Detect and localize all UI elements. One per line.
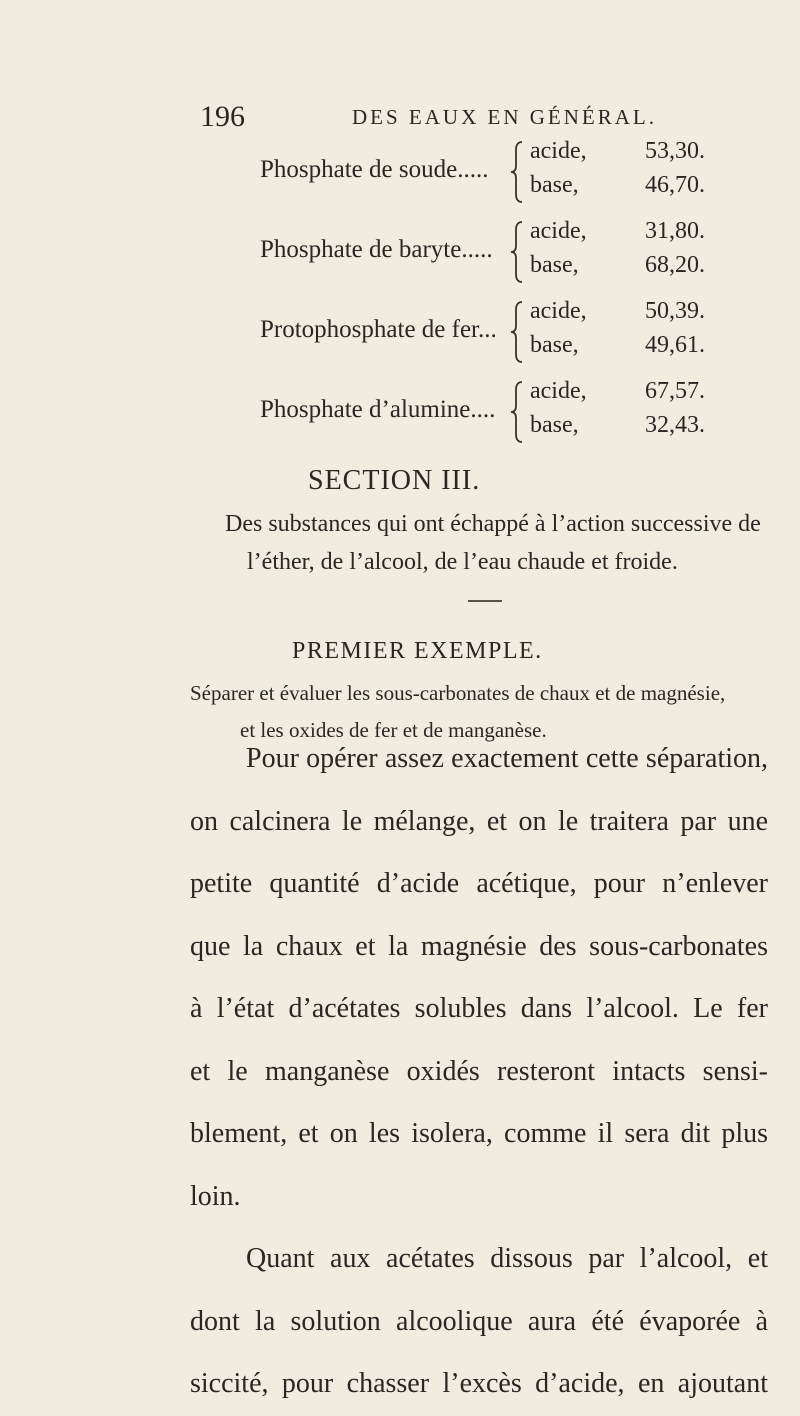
body-line: on calcinera le mélange, et on le traitera par une bbox=[190, 805, 768, 837]
body-line: à l’état d’acétates solubles dans l’alcool. Le fer bbox=[190, 993, 768, 1024]
part-acid-label: acide, bbox=[530, 378, 587, 404]
body-line: Pour opérer assez exactement cette séparation, bbox=[246, 743, 768, 774]
part-acid-label: acide, bbox=[530, 298, 587, 324]
part-base-value: 32,43. bbox=[645, 412, 705, 438]
part-base-value: 68,20. bbox=[645, 252, 705, 278]
brace-icon bbox=[510, 380, 524, 444]
part-base-label: base, bbox=[530, 172, 579, 198]
section-description-line: l’éther, de l’alcool, de l’eau chaude et froide. bbox=[247, 549, 678, 575]
section-description bbox=[225, 505, 785, 581]
page-number: 196 bbox=[200, 100, 245, 133]
part-acid-value: 67,57. bbox=[645, 378, 705, 404]
body-line: loin. bbox=[190, 1180, 241, 1212]
body-line: et le manganèse oxidés resteront intacts sensi- bbox=[190, 1055, 768, 1087]
body-line: blement, et on les isolera, comme il sera dit plus bbox=[190, 1118, 768, 1149]
part-base-label: base, bbox=[530, 252, 579, 278]
part-base-value: 49,61. bbox=[645, 332, 705, 358]
part-base-value: 46,70. bbox=[645, 172, 705, 198]
body-line: petite quantité d’acide acétique, pour n’enlever bbox=[190, 868, 768, 899]
brace-icon bbox=[510, 220, 524, 284]
brace-icon bbox=[510, 140, 524, 204]
compound-name: Phosphate de soude..... bbox=[260, 156, 489, 183]
compound-name: Phosphate d’alumine.... bbox=[260, 396, 496, 423]
composition-row bbox=[0, 218, 800, 298]
body-line: Quant aux acétates dissous par l’alcool, et bbox=[246, 1243, 768, 1274]
divider bbox=[468, 600, 502, 602]
example-title: PREMIER EXEMPLE. bbox=[292, 638, 543, 664]
brace-icon bbox=[510, 300, 524, 364]
body-paragraphs bbox=[190, 728, 768, 1416]
compound-name: Phosphate de baryte..... bbox=[260, 236, 493, 263]
composition-row bbox=[0, 378, 800, 458]
body-line: dont la solution alcoolique aura été évaporée à bbox=[190, 1305, 768, 1337]
composition-row bbox=[0, 138, 800, 218]
part-acid-value: 53,30. bbox=[645, 138, 705, 164]
running-head: DES EAUX EN GÉNÉRAL. bbox=[352, 105, 657, 129]
body-line: que la chaux et la magnésie des sous-carbonates bbox=[190, 930, 768, 962]
section-title: SECTION III. bbox=[308, 465, 481, 496]
compound-name: Protophosphate de fer... bbox=[260, 316, 497, 343]
part-base-label: base, bbox=[530, 332, 579, 358]
part-base-label: base, bbox=[530, 412, 579, 438]
body-line: siccité, pour chasser l’excès d’acide, en ajoutant bbox=[190, 1368, 768, 1399]
section-description-line: Des substances qui ont échappé à l’action successive de bbox=[225, 511, 761, 537]
example-description-line: et les oxides de fer et de manganèse. bbox=[240, 718, 547, 742]
example-description-line: Séparer et évaluer les sous-carbonates de chaux et de magnésie, bbox=[190, 681, 726, 705]
part-acid-value: 50,39. bbox=[645, 298, 705, 324]
part-acid-value: 31,80. bbox=[645, 218, 705, 244]
part-acid-label: acide, bbox=[530, 218, 587, 244]
composition-row bbox=[0, 298, 800, 378]
part-acid-label: acide, bbox=[530, 138, 587, 164]
